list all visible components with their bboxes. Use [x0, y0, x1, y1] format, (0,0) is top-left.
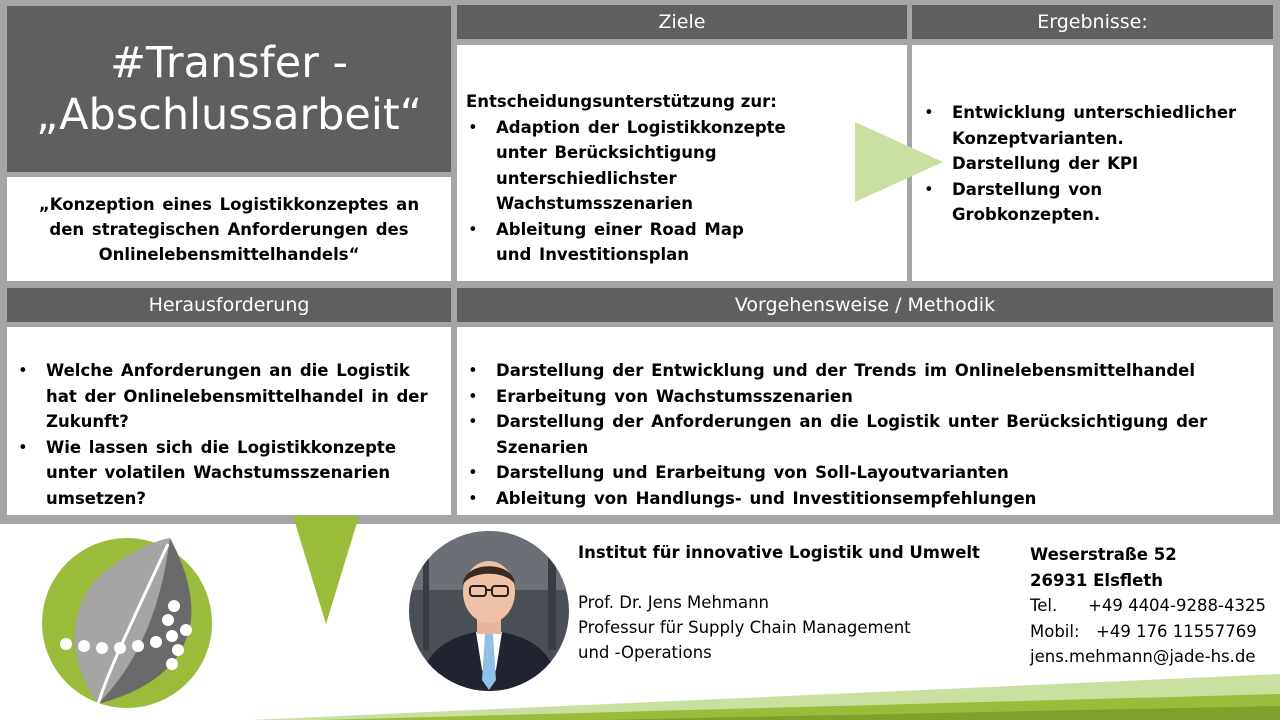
mobil-label: Mobil:	[1030, 621, 1080, 641]
ziele-panel	[457, 45, 907, 281]
title-line-1: #Transfer -	[109, 38, 349, 88]
thesis-topic-box	[7, 177, 451, 281]
contact-street: Weserstraße 52	[1030, 545, 1177, 564]
person-role-line-2: und -Operations	[578, 643, 712, 662]
mobil-number[interactable]: +49 176 11557769	[1096, 621, 1257, 641]
ziele-item-2: • Ableitung einer Road Map und Investitionsplan	[466, 217, 897, 268]
ergebnisse-list	[922, 100, 1253, 228]
vorgehensweise-item-1: • Darstellung der Entwicklung und der Trends im Onlinelebensmittelhandel	[466, 358, 1263, 384]
vorgehensweise-item-3: • Darstellung der Anforderungen an die Logistik unter Berücksichtigung der Szenarien	[466, 409, 1263, 460]
ziele-intro: Entscheidungsunterstützung zur:	[466, 92, 777, 111]
title-box	[7, 6, 451, 172]
ziele-header: Ziele	[457, 5, 907, 39]
contact-city: 26931 Elsfleth	[1030, 570, 1163, 590]
vorgehensweise-header: Vorgehensweise / Methodik	[457, 288, 1273, 322]
ergebnisse-item-1: • Entwicklung unterschiedlicher Konzeptvarianten.	[922, 100, 1253, 151]
thesis-topic: „Konzeption eines Logistikkonzeptes an den strategischen Anforderungen des Onlinelebensmittelhandels“	[38, 194, 420, 264]
vorgehensweise-panel	[457, 327, 1273, 515]
contact-mobil-row	[1030, 619, 1266, 645]
leaf-logo-icon	[40, 536, 214, 710]
herausforderung-item-1: • Welche Anforderungen an die Logistik hat der Onlinelebensmittelhandel in der Zukunft?	[16, 358, 431, 435]
portrait-avatar	[408, 530, 570, 692]
herausforderung-list	[16, 358, 431, 511]
herausforderung-item-2: • Wie lassen sich die Logistikkonzepte unter volatilen Wachstumsszenarien umsetzen?	[16, 435, 431, 512]
contact-email[interactable]: jens.mehmann@jade-hs.de	[1030, 647, 1256, 666]
ziele-item-1: • Adaption der Logistikkonzepte unter Berücksichtigung unterschiedlichster Wachstumsszenarien	[466, 115, 897, 217]
vorgehensweise-item-2: • Erarbeitung von Wachstumsszenarien	[466, 384, 1263, 410]
vorgehensweise-item-4: • Darstellung und Erarbeitung von Soll-Layoutvarianten	[466, 460, 1263, 486]
institute-block	[578, 540, 980, 665]
contact-tel-row	[1030, 593, 1266, 619]
person-name: Prof. Dr. Jens Mehmann	[578, 593, 769, 612]
down-arrow-icon	[293, 516, 359, 626]
person-role-line-1: Professur für Supply Chain Management	[578, 618, 911, 637]
herausforderung-panel	[7, 327, 451, 515]
ergebnisse-item-2: • Darstellung der KPI	[922, 151, 1253, 177]
right-arrow-icon	[855, 122, 945, 204]
title-line-2: „Abschlussarbeit“	[36, 90, 422, 140]
contact-block	[1030, 542, 1266, 670]
ergebnisse-item-3: • Darstellung von Grobkonzepten.	[922, 177, 1253, 228]
vorgehensweise-item-5: • Ableitung von Handlungs- und Investitionsempfehlungen	[466, 486, 1263, 512]
ergebnisse-panel	[912, 45, 1273, 281]
herausforderung-header: Herausforderung	[7, 288, 451, 322]
institute-name: Institut für innovative Logistik und Umwelt	[578, 543, 980, 562]
vorgehensweise-list	[466, 358, 1263, 511]
ergebnisse-header: Ergebnisse:	[912, 5, 1273, 39]
tel-number[interactable]: +49 4404-9288-4325	[1088, 596, 1266, 615]
ziele-list	[466, 115, 897, 268]
tel-label: Tel.	[1030, 596, 1058, 615]
